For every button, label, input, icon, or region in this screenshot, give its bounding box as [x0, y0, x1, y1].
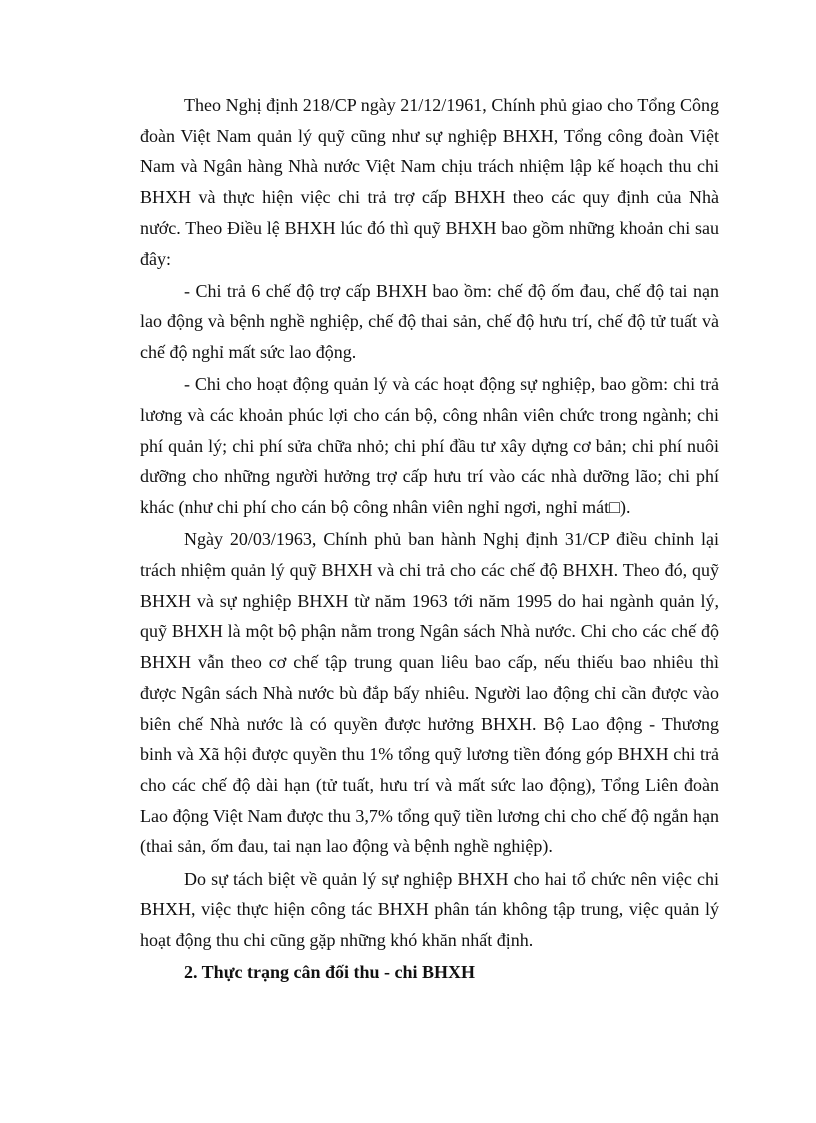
paragraph-decree-218: Theo Nghị định 218/CP ngày 21/12/1961, Chính phủ giao cho Tổng Công đoàn Việt Nam quản lý quỹ cũng như sự nghiệp BHXH, Tổng công đoàn Việt Nam và Ngân hàng Nhà nước Việt Nam chịu trách nhiệm lập kế hoạch thu chi BHXH và thực hiện việc chi trả trợ cấp BHXH theo các quy định của Nhà nước. Theo Điều lệ BHXH lúc đó thì quỹ BHXH bao gồm những khoản chi sau đây:	[140, 95, 719, 269]
document-body	[140, 90, 719, 988]
paragraph-separation-of-management: Do sự tách biệt về quản lý sự nghiệp BHXH cho hai tổ chức nên việc chi BHXH, việc thực hiện công tác BHXH phân tán không tập trung, việc quản lý hoạt động thu chi cũng gặp những khó khăn nhất định.	[140, 868, 719, 950]
section-heading: 2. Thực trạng cân đối thu - chi BHXH	[184, 962, 476, 983]
paragraph-management-expenses: - Chi cho hoạt động quản lý và các hoạt động sự nghiệp, bao gồm: chi trả lương và các khoản phúc lợi cho cán bộ, công nhân viên chức trong ngành; chi phí quản lý; chi phí sửa chữa nhỏ; chi phí đầu tư xây dựng cơ bản; chi phí nuôi dưỡng cho những người hưởng trợ cấp hưu trí vào các nhà dưỡng lão; chi phí khác (như chi phí cho cán bộ công nhân viên nghỉ ngơi, nghỉ mát□).	[140, 374, 719, 518]
paragraph-six-benefit-regimes: - Chi trả 6 chế độ trợ cấp BHXH bao ồm: chế độ ốm đau, chế độ tai nạn lao động và bệnh nghề nghiệp, chế độ thai sản, chế độ hưu trí, chế độ tử tuất và chế độ nghỉ mất sức lao động.	[140, 280, 719, 363]
paragraph-decree-31: Ngày 20/03/1963, Chính phủ ban hành Nghị định 31/CP điều chỉnh lại trách nhiệm quản lý quỹ BHXH và chi trả cho các chế độ BHXH. Theo đó, quỹ BHXH và sự nghiệp BHXH từ năm 1963 tới năm 1995 do hai ngành quản lý, quỹ BHXH là một bộ phận nằm trong Ngân sách Nhà nước. Chi cho các chế độ BHXH vẫn theo cơ chế tập trung quan liêu bao cấp, nếu thiếu bao nhiêu thì được Ngân sách Nhà nước bù đắp bấy nhiêu. Người lao động chỉ cần được vào biên chế Nhà nước là có quyền được hưởng BHXH. Bộ Lao động - Thương binh và Xã hội được quyền thu 1% tổng quỹ lương tiền đóng góp BHXH chi trả cho các chế độ dài hạn (tử tuất, hưu trí và mất sức lao động), Tổng Liên đoàn Lao động Việt Nam được thu 3,7% tổng quỹ tiền lương chi cho chế độ ngắn hạn (thai sản, ốm đau, tai nạn lao động và bệnh nghề nghiệp).	[140, 529, 719, 857]
